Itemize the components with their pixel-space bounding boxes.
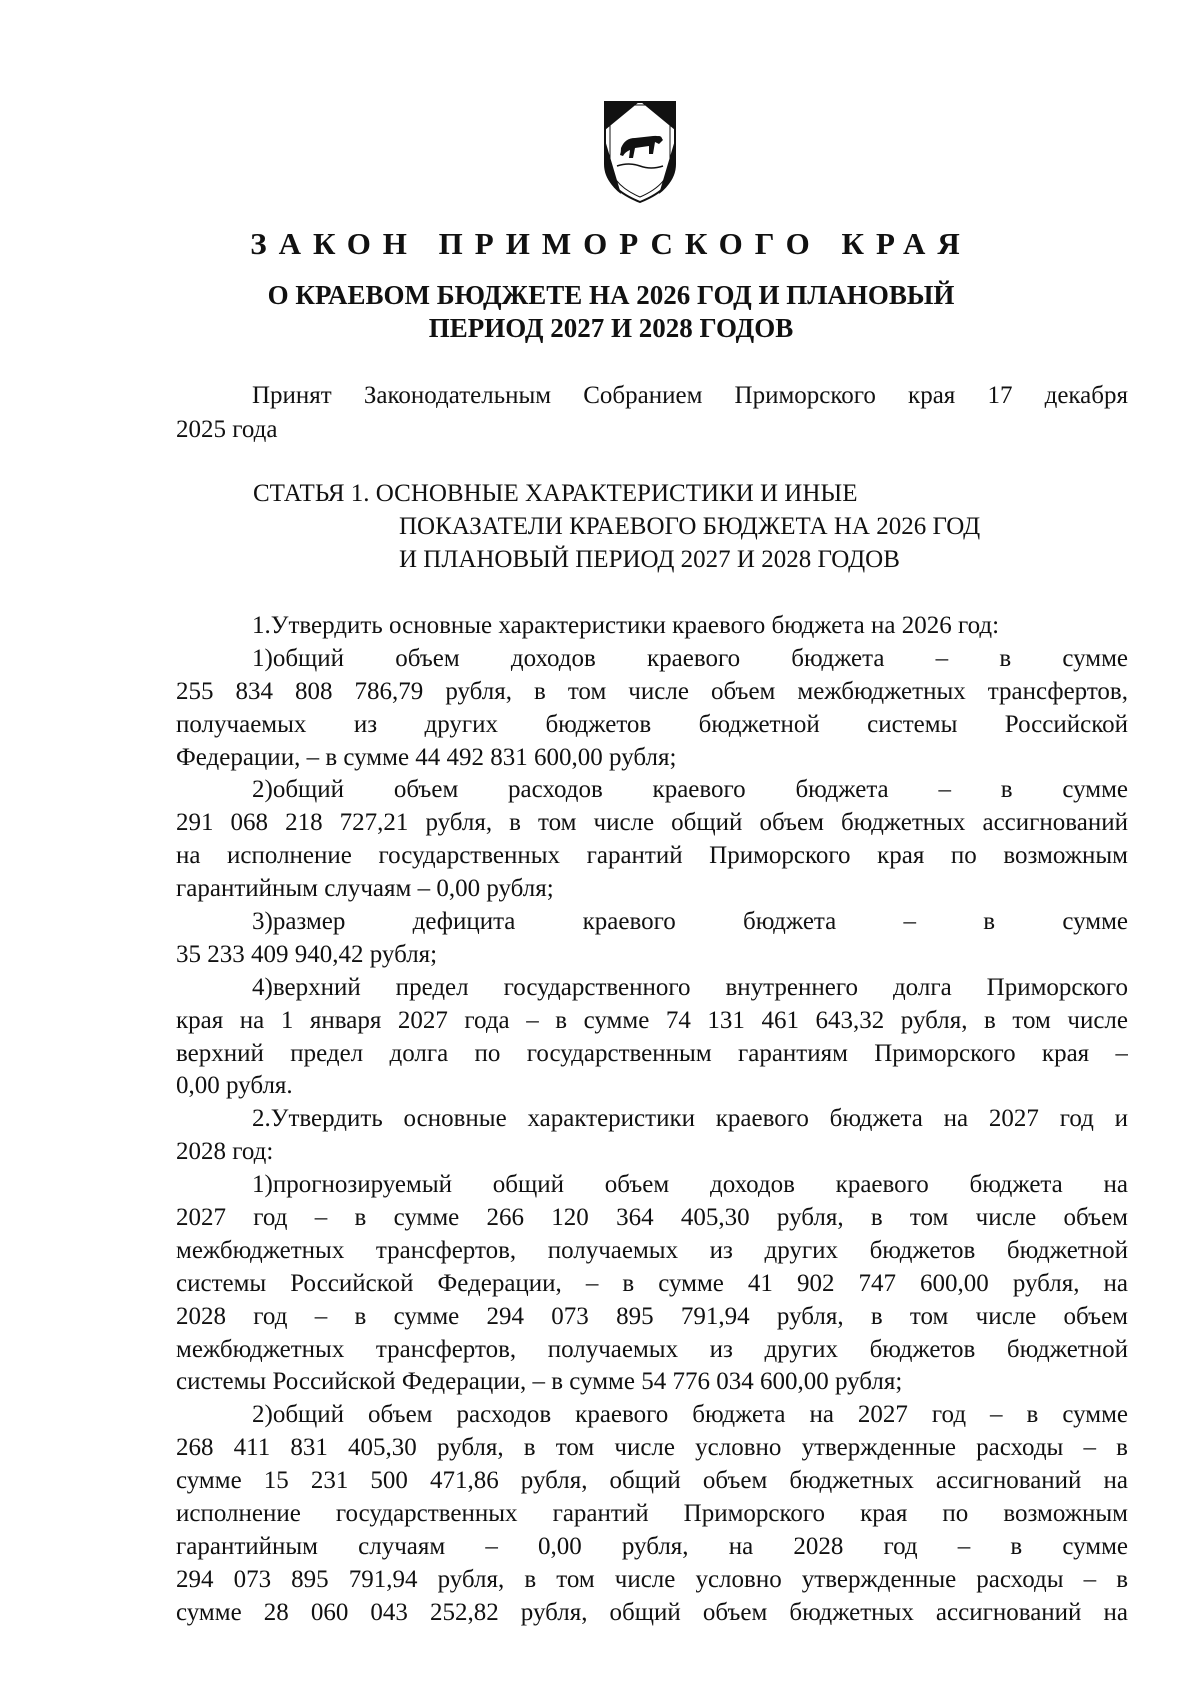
body-line: 2)общий объем расходов краевого бюджета на 2027 год – в сумме xyxy=(252,1401,1128,1429)
body-line: 35 233 409 940,42 рубля; xyxy=(176,940,438,968)
article-heading xyxy=(253,477,980,576)
body-line: 291 068 218 727,21 рубля, в том числе общий объем бюджетных ассигнований xyxy=(176,809,1128,837)
article-heading-line: СТАТЬЯ 1. ОСНОВНЫЕ ХАРАКТЕРИСТИКИ И ИНЫЕ xyxy=(253,480,858,507)
law-title: ЗАКОН ПРИМОРСКОГО КРАЯ xyxy=(250,226,972,261)
body-line: сумме 15 231 500 471,86 рубля, общий объем бюджетных ассигнований на xyxy=(176,1467,1128,1495)
body-line: 1)общий объем доходов краевого бюджета – в сумме xyxy=(252,644,1128,672)
adoption-note-line: 2025 года xyxy=(176,416,278,443)
body-line: системы Российской Федерации, – в сумме 54 776 034 600,00 рубля; xyxy=(176,1368,903,1396)
article-heading-line: ПОКАЗАТЕЛИ КРАЕВОГО БЮДЖЕТА НА 2026 ГОД xyxy=(399,513,981,540)
body-line: 2028 год – в сумме 294 073 895 791,94 рубля, в том числе объем xyxy=(176,1302,1128,1330)
law-subtitle-line: О КРАЕВОМ БЮДЖЕТЕ НА 2026 ГОД И ПЛАНОВЫЙ xyxy=(267,280,955,310)
body-line: межбюджетных трансфертов, получаемых из других бюджетов бюджетной xyxy=(176,1236,1128,1264)
body-line: сумме 28 060 043 252,82 рубля, общий объем бюджетных ассигнований на xyxy=(176,1598,1128,1626)
body-line: 0,00 рубля. xyxy=(176,1072,293,1100)
body-line: 255 834 808 786,79 рубля, в том числе объем межбюджетных трансфертов, xyxy=(176,677,1128,705)
adoption-note-line: Принят Законодательным Собранием Приморского края 17 декабря xyxy=(252,382,1128,409)
body-line: на исполнение государственных гарантий Приморского края по возможным xyxy=(176,842,1128,870)
body-line: получаемых из других бюджетов бюджетной системы Российской xyxy=(176,710,1128,738)
body-line: Федерации, – в сумме 44 492 831 600,00 рубля; xyxy=(176,743,677,771)
law-subtitle xyxy=(0,279,1200,345)
body-line: гарантийным случаям – 0,00 рубля; xyxy=(176,875,554,903)
article-body xyxy=(176,610,1128,1630)
primorsky-krai-coat-of-arms-icon xyxy=(603,100,677,204)
body-line: 4)верхний предел государственного внутреннего долга Приморского xyxy=(252,973,1128,1001)
body-line: верхний предел долга по государственным гарантиям Приморского края – xyxy=(176,1039,1128,1067)
body-line: 1.Утвердить основные характеристики краевого бюджета на 2026 год: xyxy=(252,612,1000,639)
body-line: 2027 год – в сумме 266 120 364 405,30 рубля, в том числе объем xyxy=(176,1204,1128,1232)
body-line: гарантийным случаям – 0,00 рубля, на 2028 год – в сумме xyxy=(176,1532,1128,1560)
coat-of-arms-emblem xyxy=(603,100,677,204)
body-line: 3)размер дефицита краевого бюджета – в сумме xyxy=(252,908,1128,936)
body-line: межбюджетных трансфертов, получаемых из других бюджетов бюджетной xyxy=(176,1335,1128,1363)
body-line: 2)общий объем расходов краевого бюджета – в сумме xyxy=(252,776,1128,804)
adoption-note xyxy=(176,379,1128,447)
body-line: края на 1 января 2027 года – в сумме 74 131 461 643,32 рубля, в том числе xyxy=(176,1006,1128,1034)
body-line: 2028 год: xyxy=(176,1138,274,1166)
body-line: 294 073 895 791,94 рубля, в том числе условно утвержденные расходы – в xyxy=(176,1565,1128,1593)
body-line: 1)прогнозируемый общий объем доходов краевого бюджета на xyxy=(252,1171,1128,1199)
article-heading-line: И ПЛАНОВЫЙ ПЕРИОД 2027 И 2028 ГОДОВ xyxy=(399,546,900,573)
body-line: исполнение государственных гарантий Приморского края по возможным xyxy=(176,1500,1128,1528)
body-line: системы Российской Федерации, – в сумме 41 902 747 600,00 рубля, на xyxy=(176,1269,1128,1297)
body-line: 2.Утвердить основные характеристики краевого бюджета на 2027 год и xyxy=(252,1105,1128,1133)
body-line: 268 411 831 405,30 рубля, в том числе условно утвержденные расходы – в xyxy=(176,1434,1128,1462)
law-subtitle-line: ПЕРИОД 2027 И 2028 ГОДОВ xyxy=(428,313,794,343)
